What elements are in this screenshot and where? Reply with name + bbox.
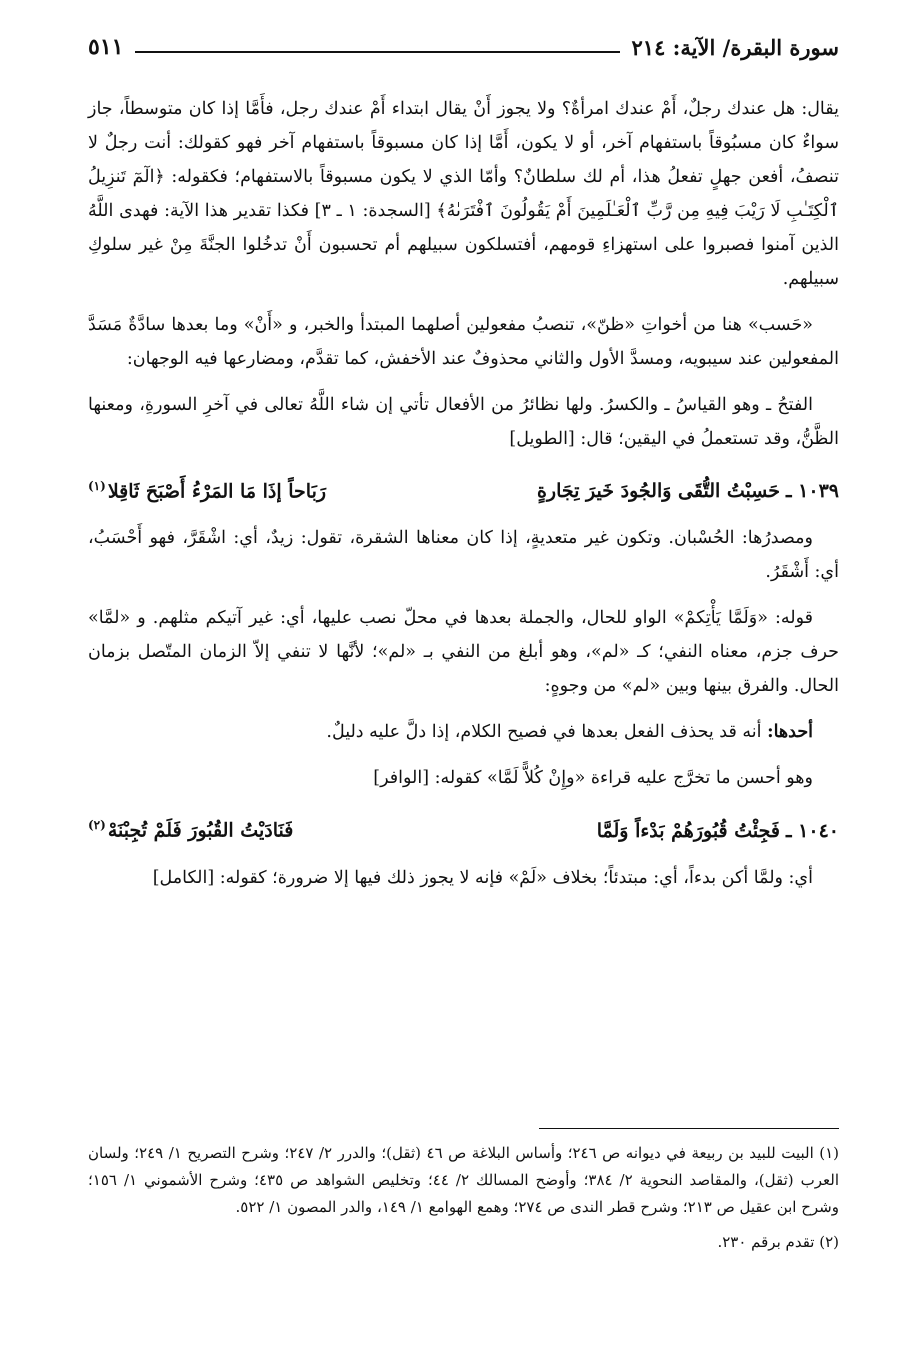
paragraph-6 [88, 715, 839, 749]
verse-second-hemistich [88, 468, 434, 509]
paragraph-5: قوله: «وَلَمَّا يَأْتِكمْ» الواو للحال، والجملة بعدها في محلّ نصب عليها، أي: غير آتيكم مثلهم. و «لمَّا» حرف جزم، معناه النفي؛ كـ «لم»، وهو أبلغ من النفي بـ «لم»؛ لأنَّها لا تنفي إلاّ الزمان المتّصل بزمان الحال. والفرق بينها وبين «لم» من وجوهٍ: [88, 608, 839, 697]
page-header [88, 30, 839, 64]
paragraph-7: وهو أحسن ما تخرَّج عليه قراءة «وإِنْ كُلاًّ لَمَّا» كقوله: [الوافر] [373, 768, 813, 789]
paragraph-1: يقال: هل عندك رجلٌ، أَمْ عندك امرأةٌ؟ ولا يجوز أَنْ يقال ابتداء أَمْ عندك رجل، فأَمَّا إذا كان متوسطاً، جاز سواءٌ كان مسبُوقاً باستفهام آخر، أو لا يكون، أَمَّا إذا كان مسبوقاً باستفهام آخر فهو كقولك: أنت رجلٌ لا تنصفُ، أفعن جهلٍ تفعلُ هذا، أم لك سلطانٌ؟ وأمّا الذي لا يكون مسبوقاً بالاستفهام؛ فكقوله: ﴿الٓمٓ تَنزِيلُ ٱلْكِتَـٰبِ لَا رَيْبَ فِيهِ مِن رَّبِّ ٱلْعَـٰلَمِينَ أَمْ يَقُولُونَ ٱفْتَرَىٰهُ﴾ [السجدة: ١ ـ ٣] فكذا تقدير هذا الآية: فهدى اللَّهُ الذين آمنوا فصبروا على استهزاءِ قومهم، أفتسلكون سبيلهم أم تحسبون أَنْ تدخُلوا الجنَّةَ مِنْ غير سلوكِ سبيلهم. [88, 99, 839, 289]
running-title: سورة البقرة/ الآية: ٢١٤ [631, 34, 839, 60]
paragraph-3: الفتحُ ـ وهو القياسُ ـ والكسرُ. ولها نظائرُ من الأفعال تأتي إن شاء اللَّهُ تعالى في آخرِ السورةِ، ومعنها الظَّنُّ، وقد تستعملُ في اليقين؛ قال: [الطويل] [88, 395, 839, 449]
verse-second-hemistich-text: فَنَادَيْتُ القُبُورَ فَلَمْ تُجِبْنَهْ [107, 819, 294, 842]
verse-number: ١٠٤٠ ـ [785, 819, 839, 842]
verse-second-hemistich-text: رَبَاحاً إذَا مَا المَرْءُ أَصْبَحَ ثَاقِلا [107, 480, 327, 503]
header-rule [135, 51, 619, 53]
paragraph-4: ومصدرُها: الحُسْبان. وتكون غير متعديةٍ، إذا كان معناها الشقرة، تقول: زيدٌ، أي: اشْقَرَّ، فهو أَحْسَبُ، أي: أَشْقَرُ. [88, 528, 839, 583]
footnotes [88, 1140, 839, 1264]
footnote-marker: (١) [87, 479, 106, 493]
paragraph-2: «حَسب» هنا من أخواتِ «ظنّ»، تنصبُ مفعولين أصلهما المبتدأ والخبر، و «أَنْ» وما بعدها سادَّةٌ مَسَدَّ المفعولين عند سيبويه، ومسدَّ الأول والثاني محذوفٌ عند الأخفش، كما تقدَّم، ومضارعها فيه الوجهان: [88, 315, 839, 369]
poetry-verse-1040 [88, 807, 839, 848]
footnote-separator [539, 1128, 839, 1129]
main-text [88, 92, 839, 907]
verse-first-hemistich: حَسِبْتُ التُّقَى وَالجُودَ خَيرَ تِجَارةٍ [536, 480, 780, 503]
paragraph-6-text: أنه قد يحذف الفعل بعدها في فصيح الكلام، إذا دلَّ عليه دليلٌ. [326, 722, 762, 743]
paragraph-6-label: أحدها: [767, 722, 813, 743]
footnote-2: (٢) تقدم برقم ٢٣٠. [717, 1233, 839, 1251]
footnote-1: (١) البيت للبيد بن ربيعة في ديوانه ص ٢٤٦؛ وأساس البلاغة ص ٤٦ (ثقل)؛ والدرر ٢/ ٢٤٧؛ وشرح التصريح ١/ ٢٤٩؛ ولسان العرب (ثقل)، والمقاصد النحوية ٢/ ٣٨٤؛ وأوضح المسالك ٢/ ٤٤؛ وتخليص الشواهد ص ٤٣٥؛ وشرح الأشموني ١/ ١٥٦؛ وشرح ابن عقيل ص ٢١٣؛ وشرح قطر الندى ص ٢٧٤؛ وهمع الهوامع ١/ ١٤٩، والدر المصون ١/ ٥٢٢. [88, 1144, 840, 1216]
verse-second-hemistich [88, 807, 434, 848]
poetry-verse-1039 [88, 468, 839, 509]
verse-first-hemistich: فَجِئْتُ قُبُورَهُمْ بَدْءاً وَلَمَّا [596, 819, 780, 842]
verse-number: ١٠٣٩ ـ [785, 480, 839, 503]
paragraph-8: أي: ولمَّا أكن بدءاً، أي: مبتدئاً؛ بخلاف «لَمْ» فإنه لا يجوز ذلك فيها إلا ضرورة؛ كقوله: [الكامل] [152, 867, 813, 888]
footnote-marker: (٢) [87, 818, 106, 833]
page-number: ٥١١ [88, 34, 124, 60]
